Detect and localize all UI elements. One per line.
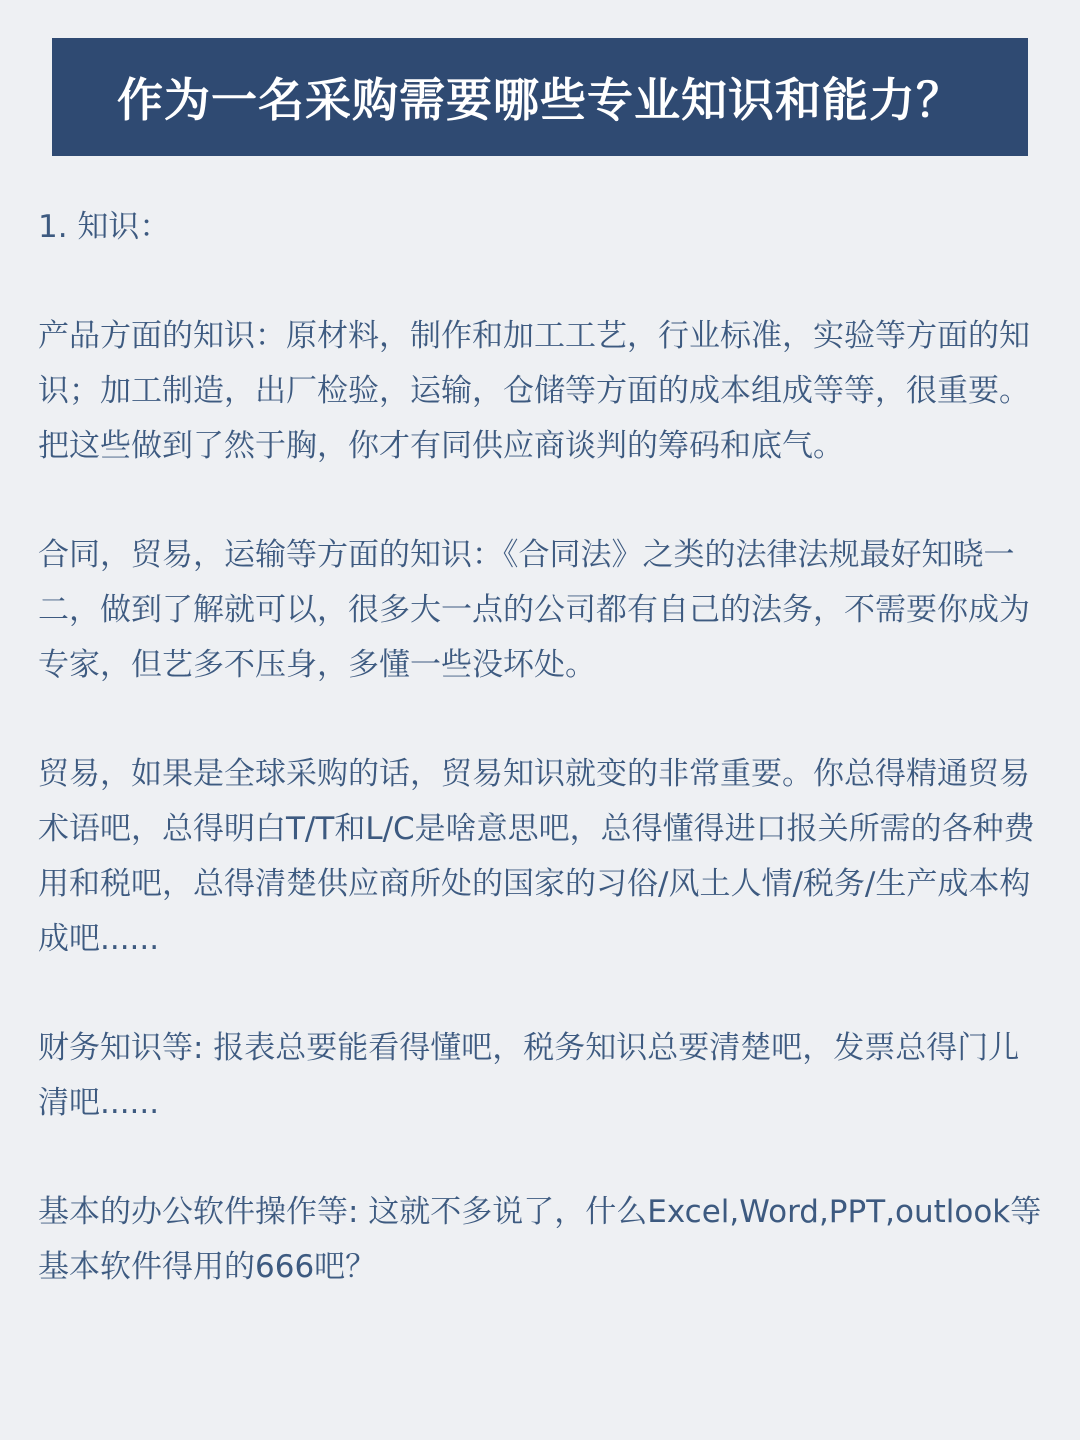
spacer bbox=[38, 967, 1048, 1021]
section-heading: 1. 知识： bbox=[38, 209, 171, 245]
paragraph-office-software: 基本的办公软件操作等: 这就不多说了，什么Excel,Word,PPT,outlook等基本软件得用的666吧？ bbox=[38, 1194, 1042, 1285]
spacer bbox=[38, 474, 1048, 528]
spacer bbox=[38, 255, 1048, 309]
article-body bbox=[38, 200, 1048, 1295]
page-title: 作为一名采购需要哪些专业知识和能力？ bbox=[117, 73, 963, 127]
paragraph-finance-knowledge: 财务知识等: 报表总要能看得懂吧，税务知识总要清楚吧，发票总得门儿清吧...... bbox=[38, 1030, 1020, 1121]
paragraph-product-knowledge: 产品方面的知识：原材料，制作和加工工艺，行业标准，实验等方面的知识；加工制造，出厂检验，运输，仓储等方面的成本组成等等，很重要。把这些做到了然于胸，你才有同供应商谈判的筹码和底气。 bbox=[38, 318, 1030, 464]
spacer bbox=[38, 1131, 1048, 1185]
paragraph-trade-knowledge: 贸易，如果是全球采购的话，贸易知识就变的非常重要。你总得精通贸易术语吧，总得明白T/T和L/C是啥意思吧，总得懂得进口报关所需的各种费用和税吧，总得清楚供应商所处的国家的习俗/风土人情/税务/生产成本构成吧...... bbox=[38, 756, 1035, 957]
spacer bbox=[38, 693, 1048, 747]
title-banner bbox=[52, 38, 1028, 156]
paragraph-contract-knowledge: 合同，贸易，运输等方面的知识：《合同法》之类的法律法规最好知晓一二，做到了解就可以，很多大一点的公司都有自己的法务，不需要你成为专家，但艺多不压身，多懂一些没坏处。 bbox=[38, 537, 1030, 683]
